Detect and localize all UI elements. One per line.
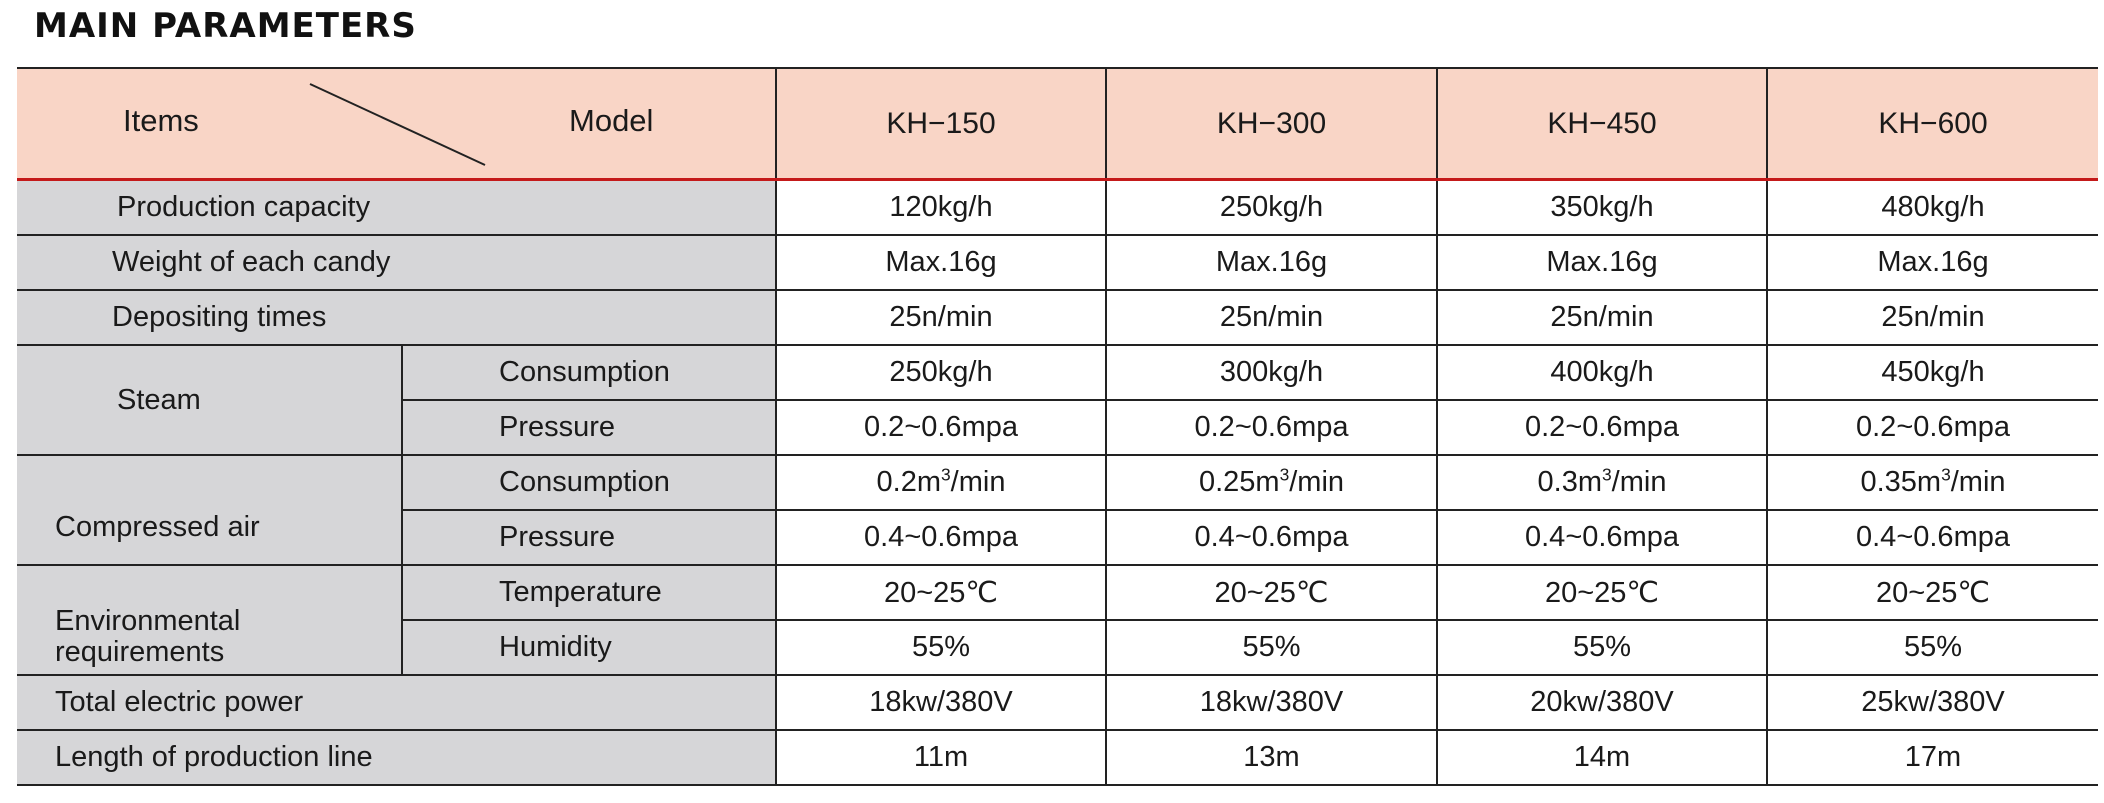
table-row bbox=[17, 235, 2098, 290]
table-cell: 55% bbox=[1767, 620, 2098, 675]
unit-superscript: 3 bbox=[1602, 464, 1612, 485]
table-cell: Max.16g bbox=[1767, 235, 2098, 290]
unit-suffix: /min bbox=[1950, 466, 2006, 498]
table-cell: 300kg/h bbox=[1106, 345, 1437, 400]
group-label-steam: Steam bbox=[17, 345, 402, 455]
sub-label: Pressure bbox=[402, 510, 776, 565]
table-cell: 0.2~0.6mpa bbox=[776, 400, 1106, 455]
table-cell: 25n/min bbox=[1767, 290, 2098, 345]
group-label-compressed-air: Compressed air bbox=[17, 455, 402, 565]
table-cell: 14m bbox=[1437, 730, 1767, 785]
table-cell: 25n/min bbox=[776, 290, 1106, 345]
row-label: Production capacity bbox=[17, 180, 776, 236]
table-cell: 18kw/380V bbox=[776, 675, 1106, 730]
table-cell: 25n/min bbox=[1437, 290, 1767, 345]
table-cell: Max.16g bbox=[776, 235, 1106, 290]
table-cell: 55% bbox=[776, 620, 1106, 675]
table-cell: 0.2~0.6mpa bbox=[1437, 400, 1767, 455]
row-label: Depositing times bbox=[17, 290, 776, 345]
unit-superscript: 3 bbox=[1279, 464, 1290, 485]
table-cell: 55% bbox=[1437, 620, 1767, 675]
table-cell: 0.4~0.6mpa bbox=[776, 510, 1106, 565]
table-cell: 120kg/h bbox=[776, 180, 1106, 236]
group-label-environmental: Environmental requirements bbox=[17, 565, 402, 675]
sub-label: Temperature bbox=[402, 565, 776, 620]
table-cell: 20~25℃ bbox=[1437, 565, 1767, 620]
table-cell: Max.16g bbox=[1437, 235, 1767, 290]
unit-suffix: /min bbox=[1289, 466, 1345, 498]
table-header-row bbox=[17, 68, 2098, 180]
table-cell: 25kw/380V bbox=[1767, 675, 2098, 730]
table-cell: 0.4~0.6mpa bbox=[1767, 510, 2098, 565]
table-row bbox=[17, 180, 2098, 236]
model-header-cell: KH−450 bbox=[1437, 68, 1767, 180]
table-cell: 0.4~0.6mpa bbox=[1106, 510, 1437, 565]
table-cell: 55% bbox=[1106, 620, 1437, 675]
table-cell: 0.4~0.6mpa bbox=[1437, 510, 1767, 565]
cell-value: 0.2m bbox=[876, 466, 941, 498]
row-label: Weight of each candy bbox=[17, 235, 776, 290]
table-cell: 480kg/h bbox=[1767, 180, 2098, 236]
sub-label: Consumption bbox=[402, 345, 776, 400]
unit-suffix: /min bbox=[950, 466, 1006, 498]
table-row bbox=[17, 345, 2098, 400]
table-cell: 450kg/h bbox=[1767, 345, 2098, 400]
sub-label: Pressure bbox=[402, 400, 776, 455]
table-row bbox=[17, 455, 2098, 510]
table-row bbox=[17, 565, 2098, 620]
table-cell: 0.2~0.6mpa bbox=[1106, 400, 1437, 455]
table-cell: 18kw/380V bbox=[1106, 675, 1437, 730]
table-cell: 20kw/380V bbox=[1437, 675, 1767, 730]
unit-suffix: /min bbox=[1611, 466, 1667, 498]
table-cell: 20~25℃ bbox=[1767, 565, 2098, 620]
model-header-cell: KH−150 bbox=[776, 68, 1106, 180]
table-cell bbox=[1437, 455, 1767, 510]
parameters-table bbox=[17, 67, 2098, 786]
table-cell: 0.2~0.6mpa bbox=[1767, 400, 2098, 455]
table-cell: 11m bbox=[776, 730, 1106, 785]
table-cell bbox=[1106, 455, 1437, 510]
table-row bbox=[17, 675, 2098, 730]
table-cell: 350kg/h bbox=[1437, 180, 1767, 236]
table-cell: 400kg/h bbox=[1437, 345, 1767, 400]
model-header-cell: KH−300 bbox=[1106, 68, 1437, 180]
model-header-cell: KH−600 bbox=[1767, 68, 2098, 180]
cell-value: 0.3m bbox=[1537, 466, 1602, 498]
table-cell: 250kg/h bbox=[1106, 180, 1437, 236]
table-cell: 17m bbox=[1767, 730, 2098, 785]
sub-label: Humidity bbox=[402, 620, 776, 675]
cell-value: 0.35m bbox=[1860, 466, 1942, 498]
table-cell: 25n/min bbox=[1106, 290, 1437, 345]
table-cell: 250kg/h bbox=[776, 345, 1106, 400]
table-cell: 13m bbox=[1106, 730, 1437, 785]
model-header-label: Model bbox=[569, 103, 654, 138]
unit-superscript: 3 bbox=[1941, 464, 1951, 485]
table-cell: 20~25℃ bbox=[776, 565, 1106, 620]
items-model-corner-cell bbox=[17, 68, 776, 180]
table-cell bbox=[776, 455, 1106, 510]
page-title: MAIN PARAMETERS bbox=[34, 6, 417, 46]
cell-value: 0.25m bbox=[1198, 466, 1280, 498]
table-cell: Max.16g bbox=[1106, 235, 1437, 290]
sub-label: Consumption bbox=[402, 455, 776, 510]
table-row bbox=[17, 730, 2098, 785]
table-row bbox=[17, 290, 2098, 345]
table-cell bbox=[1767, 455, 2098, 510]
row-label: Length of production line bbox=[17, 730, 776, 785]
items-header-label: Items bbox=[123, 103, 199, 138]
unit-superscript: 3 bbox=[941, 464, 951, 485]
row-label: Total electric power bbox=[17, 675, 776, 730]
table-cell: 20~25℃ bbox=[1106, 565, 1437, 620]
